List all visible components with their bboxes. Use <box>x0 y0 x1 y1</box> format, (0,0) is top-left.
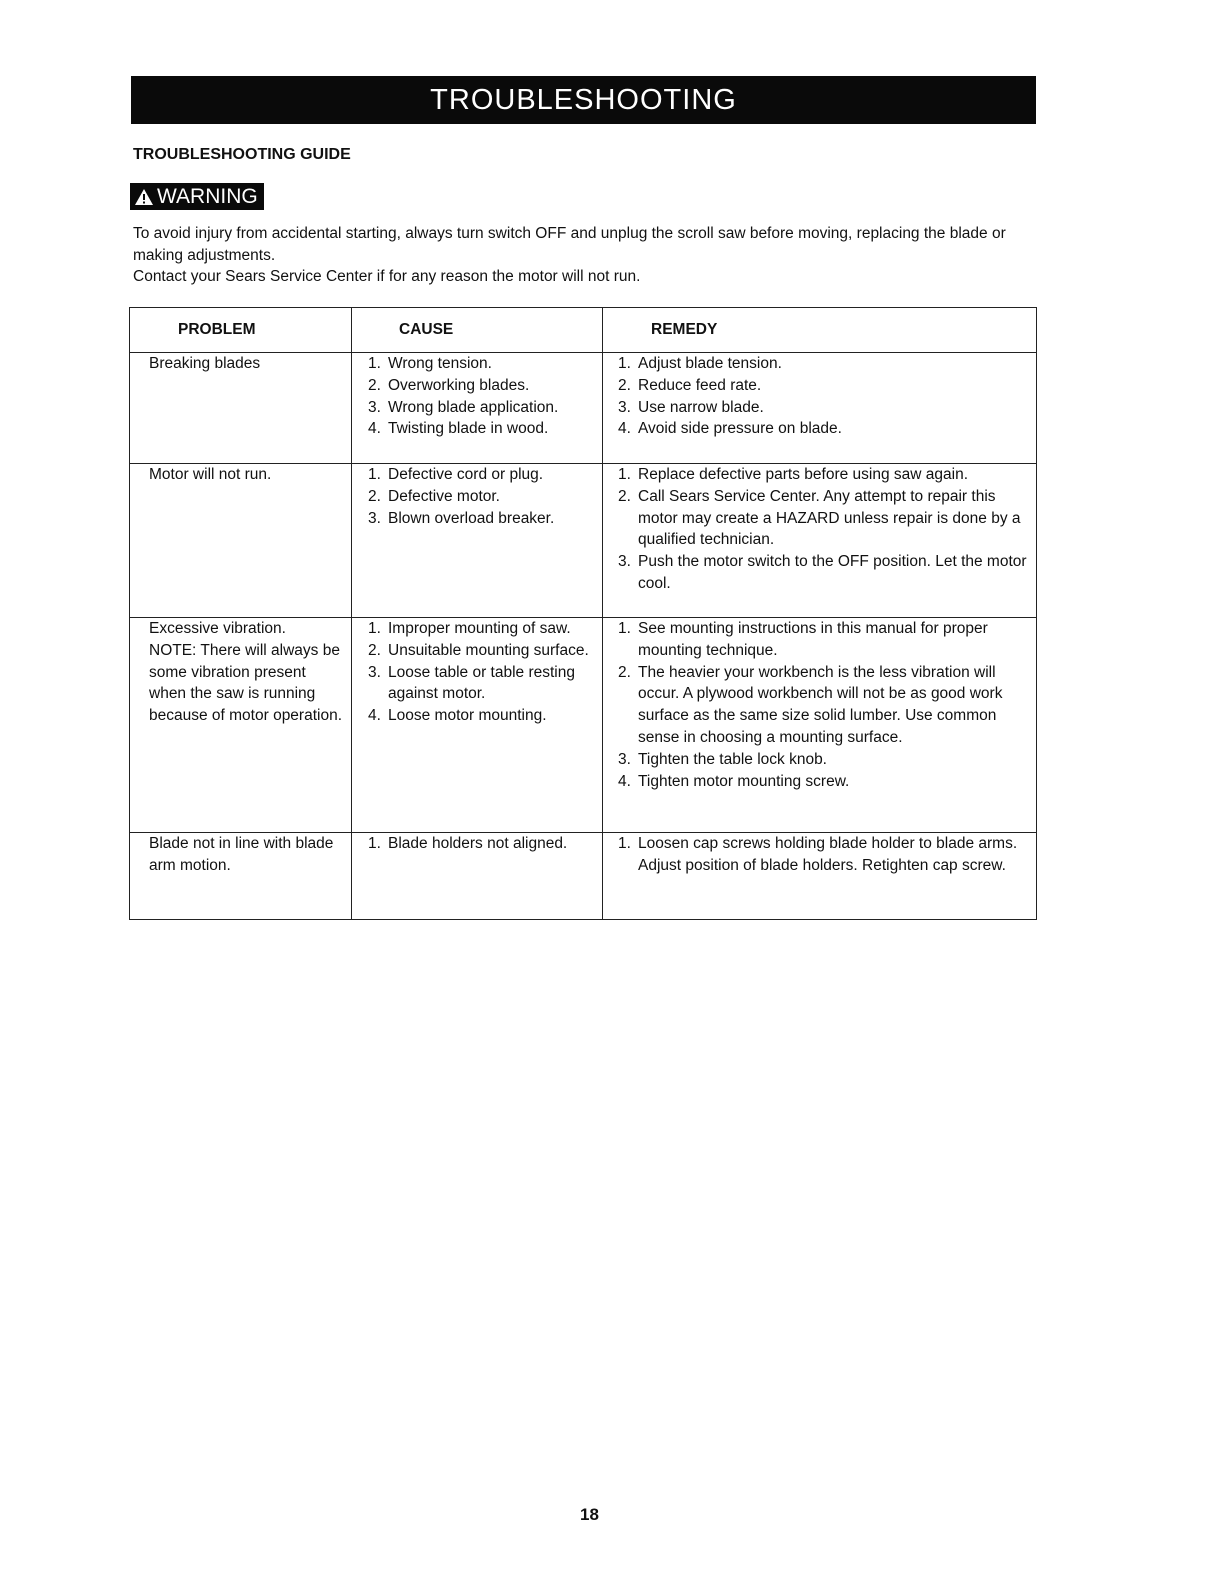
warning-line: Contact your Sears Service Center if for any reason the motor will not run. <box>133 268 641 285</box>
item-text: Unsuitable mounting surface. <box>388 641 589 659</box>
column-header-problem: PROBLEM <box>130 308 352 353</box>
item-number: 1. <box>368 355 381 372</box>
item-text: Call Sears Service Center. Any attempt to repair this motor may create a HAZARD unless repair is done by a qualified technician. <box>638 487 1021 549</box>
item-text: Loose motor mounting. <box>388 707 547 725</box>
table-row <box>130 353 1037 464</box>
item-text: Defective motor. <box>388 487 500 505</box>
cause-list <box>368 833 598 855</box>
warning-text <box>133 223 1033 288</box>
item-text: Blade holders not aligned. <box>388 835 568 852</box>
troubleshooting-table <box>129 307 1037 920</box>
cause-list <box>368 618 598 727</box>
list-item <box>618 771 1034 793</box>
item-text: Overworking blades. <box>388 376 530 394</box>
warning-triangle-icon <box>134 188 154 206</box>
item-text: Loosen cap screws holding blade holder to blade arms. Adjust position of blade holders. Retighten cap screw. <box>638 835 1018 874</box>
item-number: 2. <box>368 487 381 505</box>
item-text: Wrong blade application. <box>388 398 559 416</box>
item-text: Use narrow blade. <box>638 398 764 416</box>
item-number: 2. <box>618 487 631 505</box>
list-item <box>618 397 1034 419</box>
item-number: 3. <box>368 398 381 416</box>
page-title-bar <box>131 76 1036 124</box>
item-number: 4. <box>368 420 381 438</box>
item-text: Blown overload breaker. <box>388 509 555 527</box>
item-number: 4. <box>618 420 631 438</box>
item-number: 2. <box>618 663 631 681</box>
list-item <box>368 464 598 486</box>
list-item <box>368 508 598 530</box>
item-number: 1. <box>368 620 381 637</box>
list-item <box>618 375 1034 397</box>
cause-cell <box>352 464 603 618</box>
item-number: 3. <box>618 750 631 768</box>
remedy-cell <box>603 833 1037 920</box>
list-item <box>618 486 1034 551</box>
list-item <box>618 833 1034 877</box>
list-item <box>368 486 598 508</box>
cause-list <box>368 353 598 440</box>
remedy-list <box>618 833 1034 877</box>
list-item <box>618 551 1034 595</box>
list-item <box>618 464 1034 486</box>
item-number: 3. <box>368 663 381 681</box>
item-text: The heavier your workbench is the less vibration will occur. A plywood workbench will not be as good work surface as the same size solid lumber. Use common sense in choosing a mounting surface. <box>638 663 1003 746</box>
item-number: 2. <box>618 376 631 394</box>
list-item <box>368 397 598 419</box>
item-text: Tighten motor mounting screw. <box>638 772 850 790</box>
item-text: Avoid side pressure on blade. <box>638 420 842 438</box>
list-item <box>618 418 1034 440</box>
item-number: 4. <box>368 707 381 725</box>
section-heading: TROUBLESHOOTING GUIDE <box>133 146 351 163</box>
list-item <box>618 749 1034 771</box>
list-item <box>368 833 598 855</box>
table-row <box>130 833 1037 920</box>
problem-cell <box>130 618 352 833</box>
item-text: Adjust blade tension. <box>638 355 782 372</box>
cause-cell <box>352 833 603 920</box>
table-header-row <box>130 308 1037 353</box>
column-header-remedy: REMEDY <box>603 308 1037 353</box>
warning-badge <box>130 183 264 210</box>
cause-cell <box>352 618 603 833</box>
item-text: Improper mounting of saw. <box>388 620 571 637</box>
problem-cell <box>130 833 352 920</box>
table-row <box>130 618 1037 833</box>
item-text: Twisting blade in wood. <box>388 420 549 438</box>
list-item <box>368 705 598 727</box>
item-text: Push the motor switch to the OFF position. Let the motor cool. <box>638 553 1027 592</box>
item-number: 3. <box>618 553 631 571</box>
page-number: 18 <box>580 1505 599 1524</box>
item-number: 1. <box>618 466 631 483</box>
list-item <box>618 353 1034 375</box>
item-text: Tighten the table lock knob. <box>638 750 827 768</box>
item-number: 1. <box>368 835 381 852</box>
list-item <box>368 375 598 397</box>
item-text: Reduce feed rate. <box>638 376 762 394</box>
problem-text: Blade not in line with blade arm motion. <box>149 835 334 874</box>
item-number: 3. <box>618 398 631 416</box>
list-item <box>368 662 598 706</box>
item-number: 3. <box>368 509 381 527</box>
list-item <box>368 640 598 662</box>
cause-list <box>368 464 598 529</box>
column-header-cause: CAUSE <box>352 308 603 353</box>
item-number: 1. <box>368 466 381 483</box>
remedy-cell <box>603 353 1037 464</box>
item-number: 2. <box>368 641 381 659</box>
list-item <box>618 618 1034 662</box>
problem-note: NOTE: There will always be some vibration present when the saw is running because of motor operation. <box>149 641 343 725</box>
item-number: 4. <box>618 772 631 790</box>
warning-label: WARNING <box>157 185 258 208</box>
list-item <box>368 618 598 640</box>
item-text: Wrong tension. <box>388 355 492 372</box>
item-number: 1. <box>618 835 631 852</box>
table-row <box>130 464 1037 618</box>
item-text: Loose table or table resting against motor. <box>388 663 575 703</box>
list-item <box>368 418 598 440</box>
problem-text: Breaking blades <box>149 355 261 372</box>
item-number: 2. <box>368 376 381 394</box>
item-text: Defective cord or plug. <box>388 466 544 483</box>
remedy-cell <box>603 618 1037 833</box>
remedy-cell <box>603 464 1037 618</box>
item-text: See mounting instructions in this manual for proper mounting technique. <box>638 620 988 659</box>
page-title: TROUBLESHOOTING <box>430 84 737 116</box>
problem-text: Motor will not run. <box>149 466 272 483</box>
cause-cell <box>352 353 603 464</box>
item-text: Replace defective parts before using saw again. <box>638 466 969 483</box>
list-item <box>618 662 1034 749</box>
problem-cell <box>130 353 352 464</box>
remedy-list <box>618 464 1034 595</box>
problem-cell <box>130 464 352 618</box>
list-item <box>368 353 598 375</box>
remedy-list <box>618 353 1034 440</box>
item-number: 1. <box>618 620 631 637</box>
remedy-list <box>618 618 1034 792</box>
item-number: 1. <box>618 355 631 372</box>
problem-text: Excessive vibration. <box>149 620 286 637</box>
warning-line: To avoid injury from accidental starting, always turn switch OFF and unplug the scroll saw before moving, replacing the blade or making adjustments. <box>133 225 1006 264</box>
